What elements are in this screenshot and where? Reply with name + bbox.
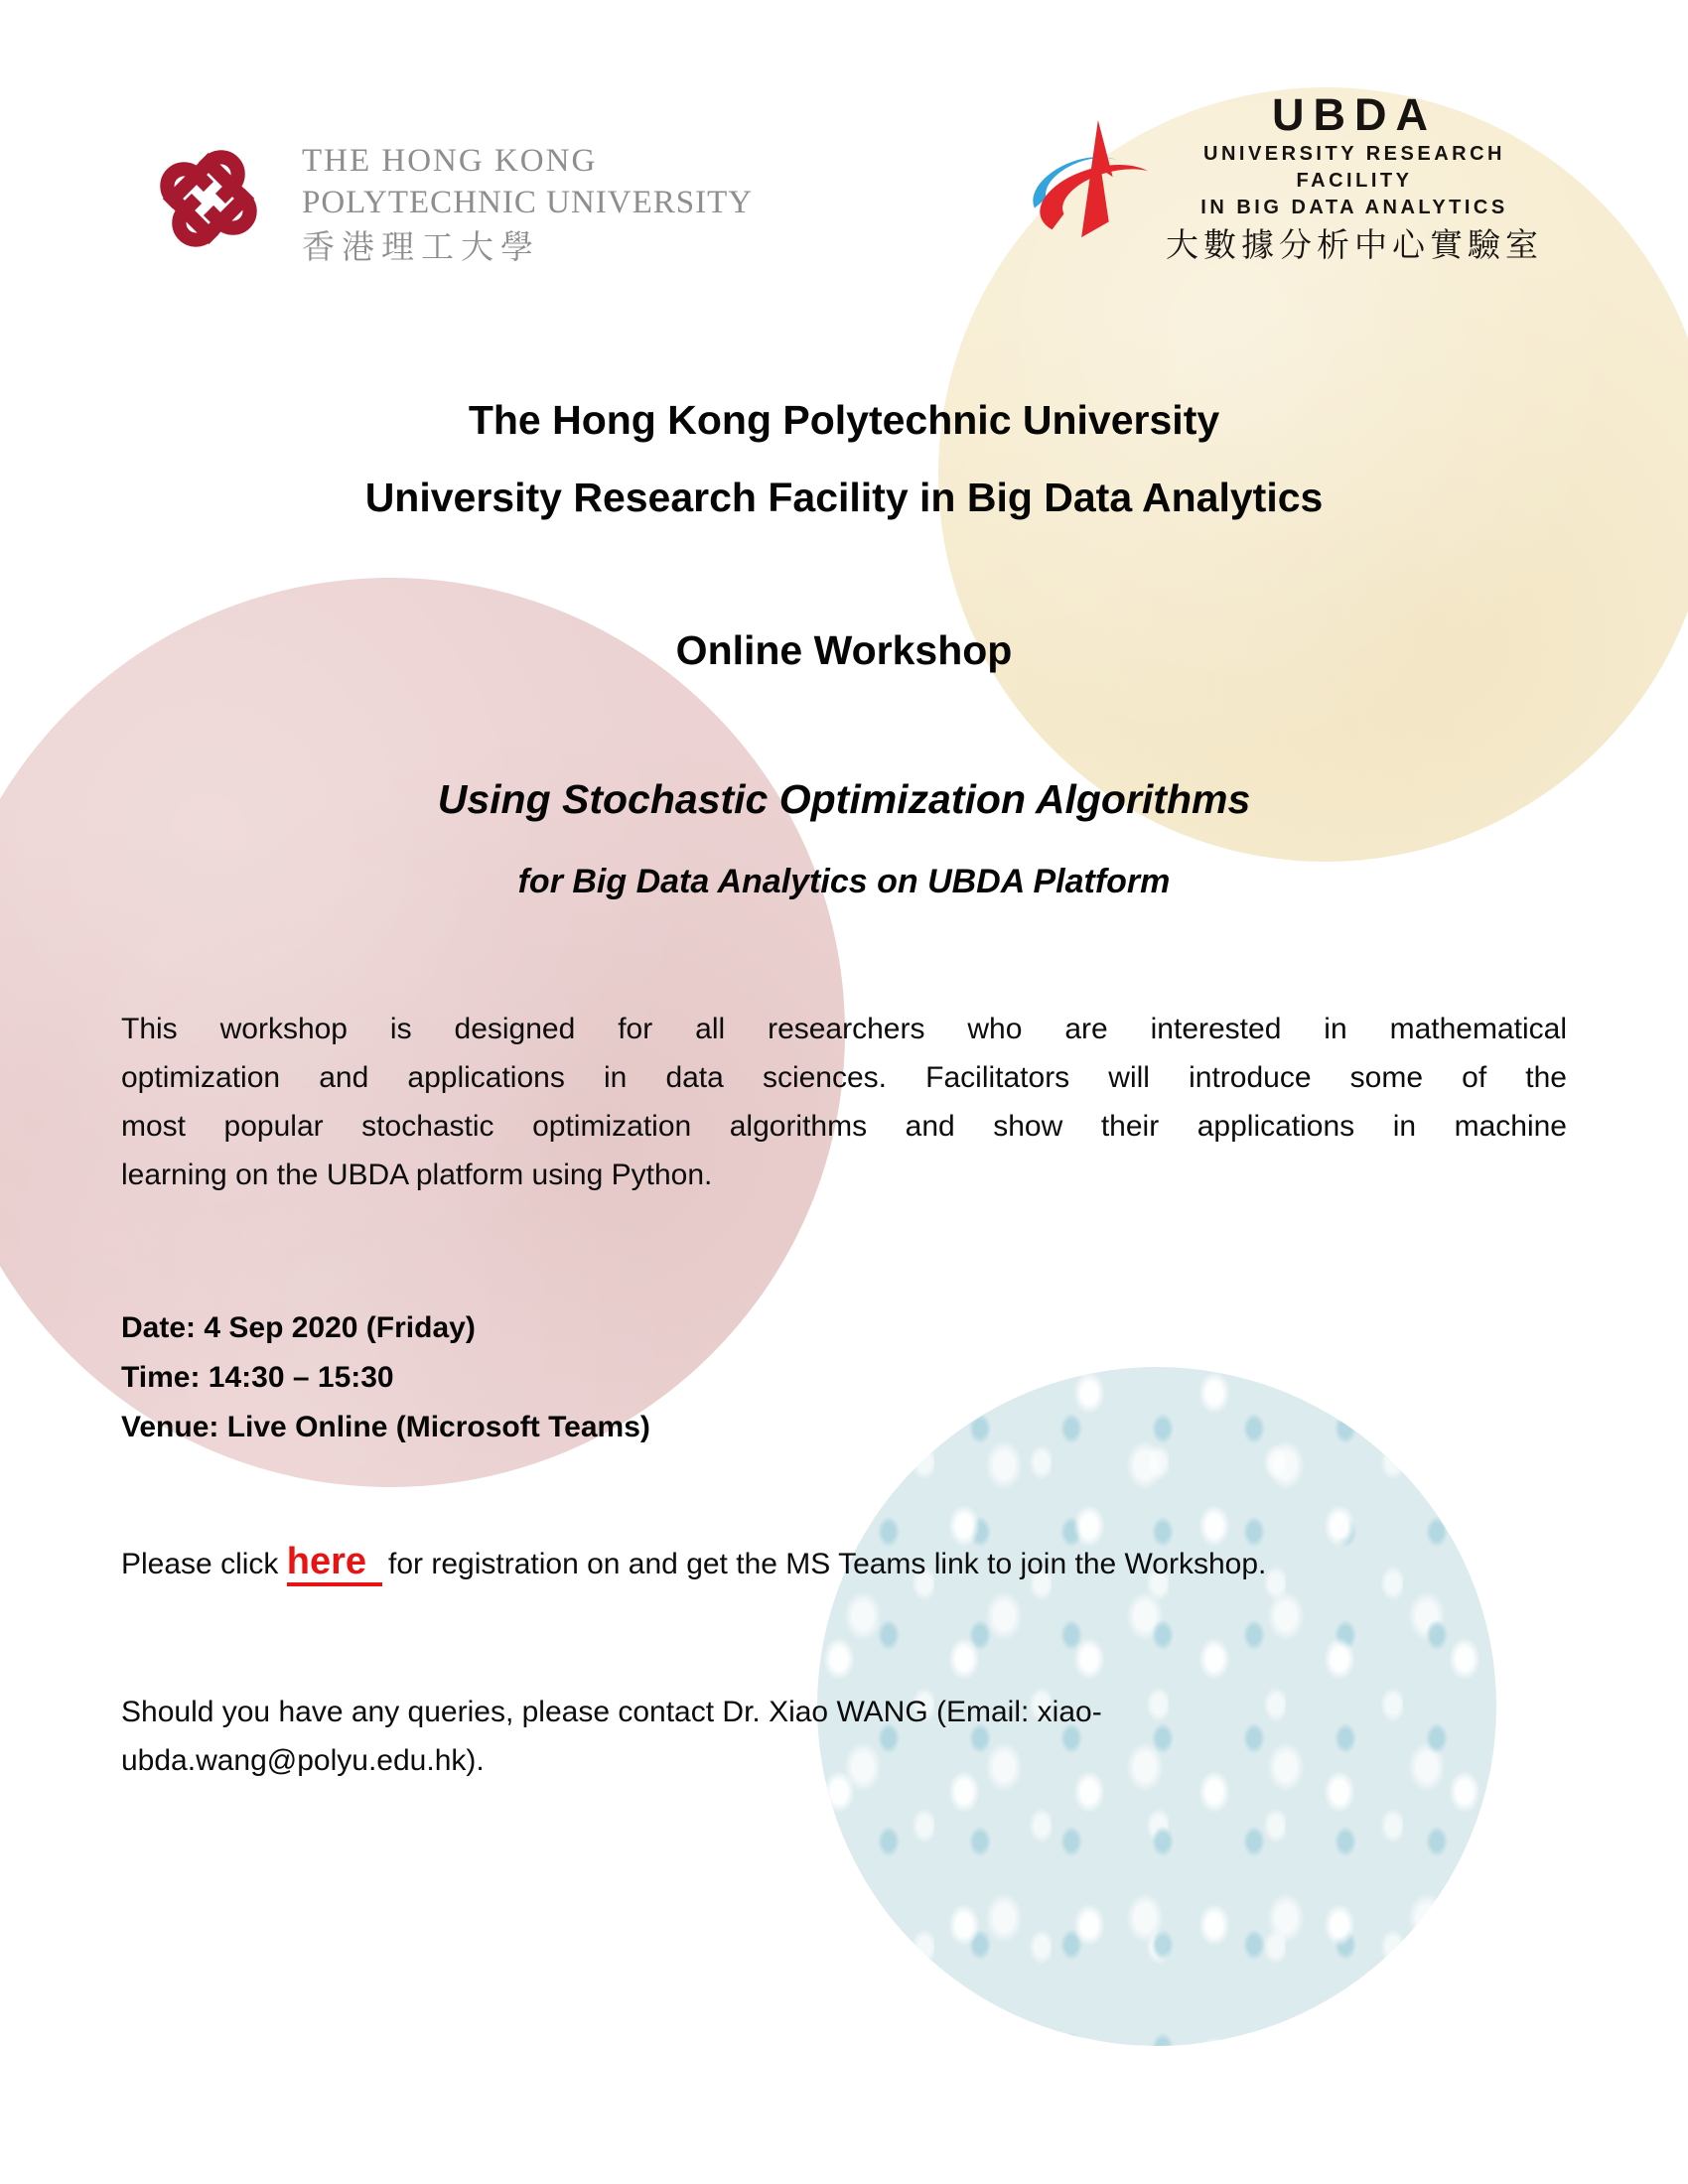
ubda-wordmark-line2: IN BIG DATA ANALYTICS	[1200, 197, 1508, 218]
registration-suffix: for registration on and get the MS Teams link to join the Workshop.	[388, 1548, 1267, 1580]
description-line: optimization and applications in data sciences. Facilitators will introduce some of the	[121, 1061, 1567, 1094]
ubda-logo	[1027, 89, 1549, 267]
event-detail-line: Date: 4 Sep 2020 (Friday)	[121, 1311, 476, 1344]
polyu-wordmark-line2: POLYTECHNIC UNIVERSITY	[302, 185, 754, 220]
registration-prefix: Please click	[121, 1548, 287, 1580]
workshop-title: Using Stochastic Optimization Algorithms	[437, 776, 1251, 822]
polyu-wordmark-line1: THE HONG KONG	[302, 143, 598, 179]
ubda-wordmark-line1: UNIVERSITY RESEARCH FACILITY	[1203, 143, 1505, 192]
description-line: This workshop is designed for all researchers who are interested in mathematical	[121, 1013, 1567, 1045]
workshop-subtitle: for Big Data Analytics on UBDA Platform	[517, 863, 1171, 900]
event-detail-line: Time: 14:30 – 15:30	[121, 1361, 394, 1394]
contact-info	[121, 1688, 1567, 1785]
ubda-wordmark-chinese: 大數據分析中心實驗室	[1166, 226, 1543, 263]
ubda-mark-icon	[1027, 111, 1154, 260]
event-details	[121, 1303, 1567, 1452]
registration-here-link[interactable]: here	[287, 1541, 382, 1586]
event-type-heading: Online Workshop	[675, 627, 1013, 673]
event-detail-line: Venue: Live Online (Microsoft Teams)	[121, 1411, 650, 1443]
registration-line	[121, 1539, 1567, 1587]
facility-title: University Research Facility in Big Data Analytics	[364, 475, 1324, 520]
polyu-logo	[135, 125, 753, 272]
description-line: learning on the UBDA platform using Python.	[121, 1159, 713, 1191]
polyu-wordmark	[302, 141, 753, 272]
university-title: The Hong Kong Polytechnic University	[468, 397, 1220, 443]
polyu-wordmark-chinese: 香港理工大學	[302, 228, 540, 265]
workshop-description	[121, 1005, 1567, 1199]
contact-line: Should you have any queries, please contact Dr. Xiao WANG (Email: xiao-	[121, 1696, 1102, 1728]
contact-line: ubda.wang@polyu.edu.hk).	[121, 1744, 485, 1777]
ubda-acronym: UBDA	[1272, 89, 1437, 140]
description-line: most popular stochastic optimization algorithms and show their applications in machine	[121, 1110, 1567, 1143]
polyu-emblem-icon	[135, 125, 282, 272]
ubda-wordmark	[1160, 89, 1549, 267]
